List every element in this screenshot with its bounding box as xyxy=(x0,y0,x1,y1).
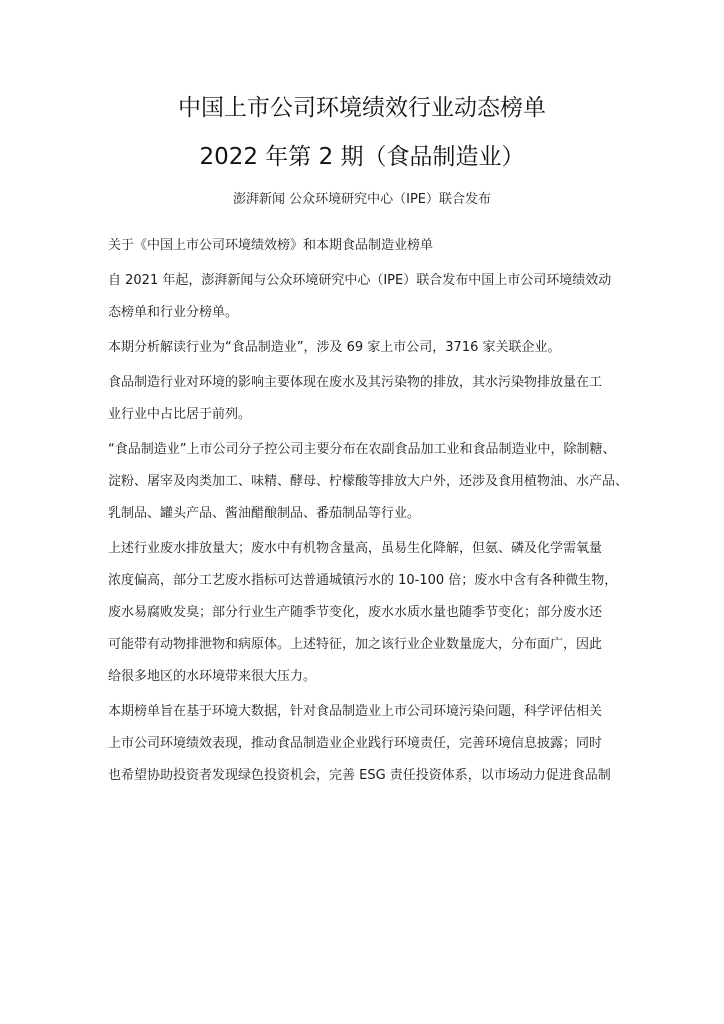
document-body xyxy=(108,237,629,802)
publisher-byline: 澎湃新闻 公众环境研究中心（IPE）联合发布 xyxy=(232,192,492,207)
text-line: “食品制造业”上市公司分子控公司主要分布在农副食品加工业和食品制造业中，除制糖、 xyxy=(108,442,616,457)
body-paragraph xyxy=(108,441,629,523)
document-subtitle-issue: 2022 年第 2 期（食品制造业） xyxy=(199,144,525,170)
text-line: 可能带有动物排泄物和病原体。上述特征，加之该行业企业数量庞大，分布面广，因此 xyxy=(108,637,603,652)
text-line: 业行业中占比居于前列。 xyxy=(108,407,252,422)
body-paragraph xyxy=(108,540,618,686)
body-paragraph xyxy=(108,374,618,424)
text-line: 态榜单和行业分榜单。 xyxy=(108,305,239,320)
text-line: 乳制品、罐头产品、酱油醋酿制品、番茄制品等行业。 xyxy=(108,506,421,521)
text-line: 上市公司环境绩效表现，推动食品制造业企业践行环境责任，完善环境信息披露；同时 xyxy=(108,736,603,751)
text-line: 本期榜单旨在基于环境大数据，针对食品制造业上市公司环境污染问题，科学评估相关 xyxy=(108,704,603,719)
text-line: 上述行业废水排放量大；废水中有机物含量高，虽易生化降解，但氨、磷及化学需氧量 xyxy=(108,541,603,556)
document-title: 中国上市公司环境绩效行业动态榜单 xyxy=(178,95,546,121)
text-line: 浓度偏高，部分工艺废水指标可达普通城镇污水的 10-100 倍；废水中含有各种微生物， xyxy=(108,573,618,588)
text-line: 淀粉、屠宰及肉类加工、味精、酵母、柠檬酸等排放大户外，还涉及食用植物油、水产品、 xyxy=(108,474,629,489)
text-line: 自 2021 年起，澎湃新闻与公众环境研究中心（IPE）联合发布中国上市公司环境绩效动 xyxy=(108,273,612,288)
body-paragraph xyxy=(108,703,618,785)
text-line: 食品制造行业对环境的影响主要体现在废水及其污染物的排放，其水污染物排放量在工 xyxy=(108,375,603,390)
body-paragraph xyxy=(108,272,618,322)
body-paragraph xyxy=(108,339,618,357)
text-line: 关于《中国上市公司环境绩效榜》和本期食品制造业榜单 xyxy=(108,238,434,253)
text-line: 也希望协助投资者发现绿色投资机会，完善 ESG 责任投资体系，以市场动力促进食品制 xyxy=(108,768,611,783)
text-line: 本期分析解读行业为“食品制造业”，涉及 69 家上市公司，3716 家关联企业。 xyxy=(108,340,561,355)
text-line: 给很多地区的水环境带来很大压力。 xyxy=(108,669,317,684)
section-heading xyxy=(108,237,618,255)
text-line: 废水易腐败发臭；部分行业生产随季节变化，废水水质水量也随季节变化；部分废水还 xyxy=(108,605,603,620)
